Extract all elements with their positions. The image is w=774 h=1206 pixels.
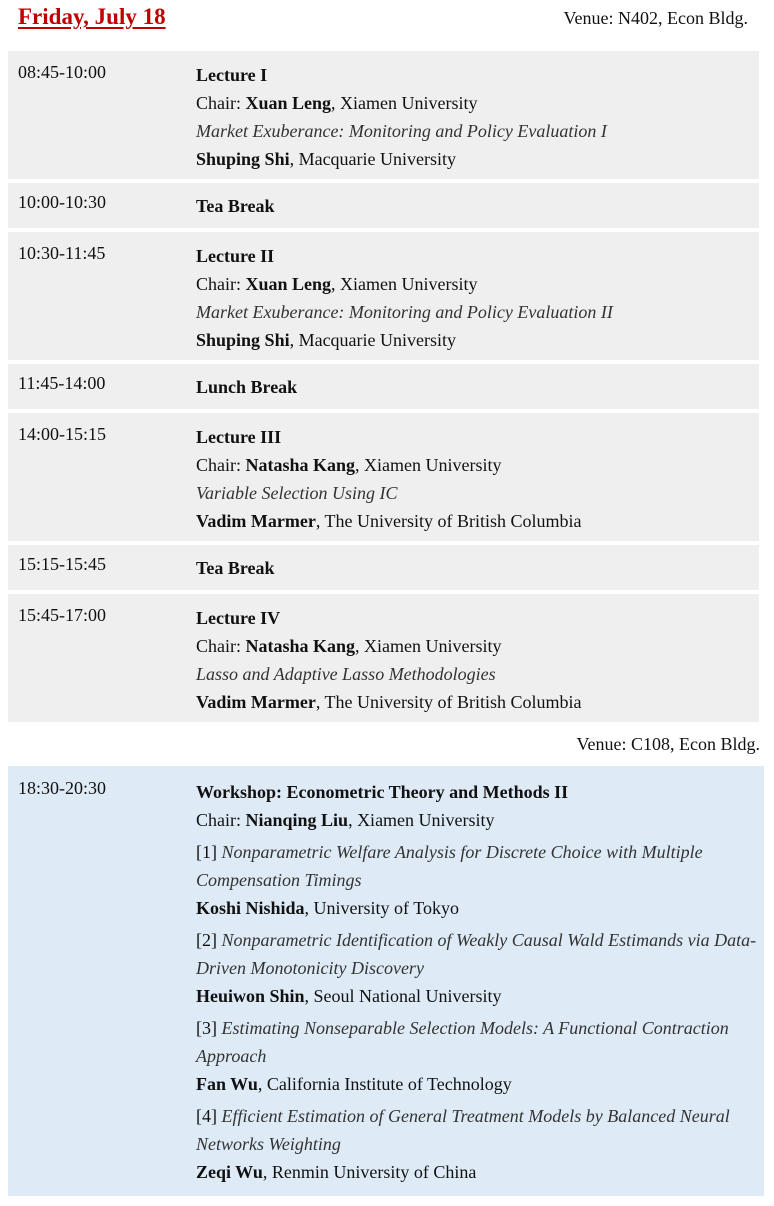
session-row — [8, 232, 759, 360]
session-speaker: Vadim Marmer, The University of British Columbia — [196, 511, 582, 531]
session-row — [8, 594, 759, 722]
session-topic: Market Exuberance: Monitoring and Policy Evaluation I — [196, 121, 607, 141]
paper-item: [1] Nonparametric Welfare Analysis for Discrete Choice with Multiple Compensation Timings Koshi Nishida, University of Tokyo — [196, 838, 764, 922]
session-time: 08:45-10:00 — [18, 62, 106, 82]
session-chair: Chair: Xuan Leng, Xiamen University — [196, 274, 478, 294]
day-title: Friday, July 18 — [18, 4, 166, 29]
workshop-title: Workshop: Econometric Theory and Methods II — [196, 782, 569, 802]
break-title: Tea Break — [196, 558, 275, 578]
paper-title: Nonparametric Welfare Analysis for Discrete Choice with Multiple Compensation Timings — [196, 842, 703, 890]
session-time: 15:15-15:45 — [18, 554, 106, 574]
session-title: Lecture III — [196, 427, 282, 447]
paper-author: Koshi Nishida, University of Tokyo — [196, 898, 459, 918]
session-topic: Lasso and Adaptive Lasso Methodologies — [196, 664, 496, 684]
session-speaker: Vadim Marmer, The University of British Columbia — [196, 692, 582, 712]
session-chair: Chair: Natasha Kang, Xiamen University — [196, 636, 502, 656]
session-speaker: Shuping Shi, Macquarie University — [196, 330, 457, 350]
session-row — [8, 413, 759, 541]
break-row — [8, 364, 759, 409]
venue-evening: Venue: C108, Econ Bldg. — [576, 734, 760, 754]
workshop-row — [8, 766, 764, 1196]
session-topic: Variable Selection Using IC — [196, 483, 398, 503]
session-chair: Chair: Xuan Leng, Xiamen University — [196, 93, 478, 113]
break-row — [8, 183, 759, 228]
session-title: Lecture II — [196, 246, 275, 266]
session-title: Lecture IV — [196, 608, 281, 628]
paper-item: [3] Estimating Nonseparable Selection Models: A Functional Contraction Approach Fan Wu, California Institute of Technology — [196, 1014, 764, 1098]
session-time: 15:45-17:00 — [18, 605, 106, 625]
break-title: Tea Break — [196, 196, 275, 216]
paper-title: Estimating Nonseparable Selection Models: A Functional Contraction Approach — [196, 1018, 729, 1066]
session-topic: Market Exuberance: Monitoring and Policy Evaluation II — [196, 302, 613, 322]
paper-item: [2] Nonparametric Identification of Weakly Causal Wald Estimands via Data-Driven Monotonicity Discovery Heuiwon Shin, Seoul National University — [196, 926, 764, 1010]
session-time: 11:45-14:00 — [18, 373, 106, 393]
session-speaker: Shuping Shi, Macquarie University — [196, 149, 457, 169]
workshop-chair: Chair: Nianqing Liu, Xiamen University — [196, 810, 495, 830]
evening-schedule — [8, 766, 764, 1200]
break-title: Lunch Break — [196, 377, 298, 397]
morning-schedule — [8, 51, 759, 726]
session-title: Lecture I — [196, 65, 268, 85]
session-time: 14:00-15:15 — [18, 424, 106, 444]
session-time: 10:30-11:45 — [18, 243, 106, 263]
paper-author: Fan Wu, California Institute of Technology — [196, 1074, 512, 1094]
session-time: 10:00-10:30 — [18, 192, 106, 212]
paper-author: Heuiwon Shin, Seoul National University — [196, 986, 502, 1006]
venue-morning: Venue: N402, Econ Bldg. — [563, 8, 748, 28]
session-row — [8, 51, 759, 179]
paper-item: [4] Efficient Estimation of General Treatment Models by Balanced Neural Networks Weighting Zeqi Wu, Renmin University of China — [196, 1102, 764, 1186]
session-chair: Chair: Natasha Kang, Xiamen University — [196, 455, 502, 475]
paper-title: Efficient Estimation of General Treatment Models by Balanced Neural Networks Weighting — [196, 1106, 730, 1154]
break-row — [8, 545, 759, 590]
paper-author: Zeqi Wu, Renmin University of China — [196, 1162, 477, 1182]
workshop-time: 18:30-20:30 — [18, 778, 106, 798]
paper-title: Nonparametric Identification of Weakly Causal Wald Estimands via Data-Driven Monotonicity Discovery — [196, 930, 757, 978]
